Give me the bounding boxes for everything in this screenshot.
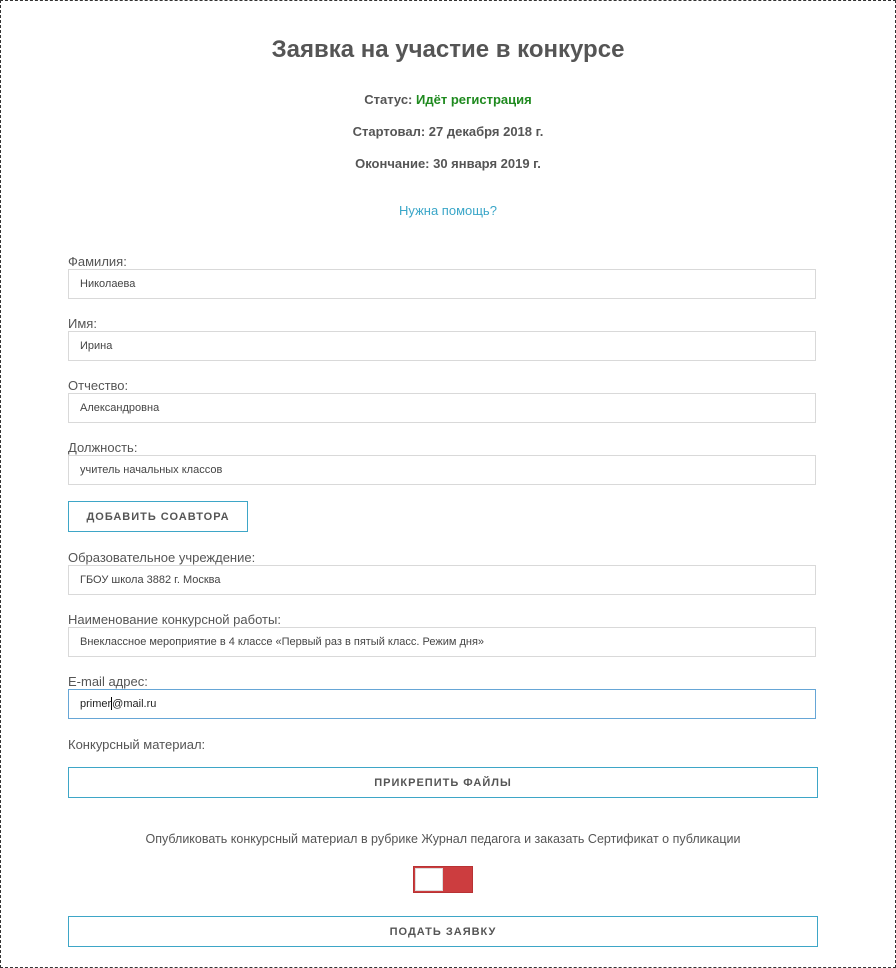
status-value: Идёт регистрация (416, 92, 532, 107)
attach-files-button[interactable]: ПРИКРЕПИТЬ ФАЙЛЫ (68, 767, 818, 798)
status-label: Статус: (364, 92, 413, 107)
surname-label: Фамилия: (68, 254, 127, 269)
work-title-label: Наименование конкурсной работы: (68, 612, 281, 627)
email-field[interactable] (68, 689, 816, 719)
help-link[interactable]: Нужна помощь? (399, 203, 497, 218)
patronymic-label: Отчество: (68, 378, 129, 393)
publish-option-text: Опубликовать конкурсный материал в рубрике Журнал педагога и заказать Сертификат о публикации (145, 832, 741, 846)
surname-field[interactable]: Николаева (68, 269, 816, 299)
position-field[interactable]: учитель начальных классов (68, 455, 816, 485)
institution-label: Образовательное учреждение: (68, 550, 256, 565)
email-value-start: primer (80, 698, 112, 710)
end-date: Окончание: 30 января 2019 г. (355, 156, 541, 171)
email-label: E-mail адрес: (68, 674, 148, 689)
page-title: Заявка на участие в конкурсе (271, 36, 625, 63)
institution-field[interactable]: ГБОУ школа 3882 г. Москва (68, 565, 816, 595)
position-label: Должность: (68, 440, 138, 455)
email-value-end: @mail.ru (112, 698, 157, 710)
start-date: Стартовал: 27 декабря 2018 г. (352, 124, 544, 139)
material-label: Конкурсный материал: (68, 737, 206, 752)
toggle-knob (415, 868, 443, 891)
name-label: Имя: (68, 316, 97, 331)
submit-button[interactable]: ПОДАТЬ ЗАЯВКУ (68, 916, 818, 947)
add-coauthor-button[interactable]: ДОБАВИТЬ СОАВТОРА (68, 501, 248, 532)
patronymic-field[interactable]: Александровна (68, 393, 816, 423)
name-field[interactable]: Ирина (68, 331, 816, 361)
work-title-field[interactable]: Внеклассное мероприятие в 4 классе «Первый раз в пятый класс. Режим дня» (68, 627, 816, 657)
status-line (0, 92, 896, 107)
publish-toggle[interactable] (413, 866, 473, 893)
